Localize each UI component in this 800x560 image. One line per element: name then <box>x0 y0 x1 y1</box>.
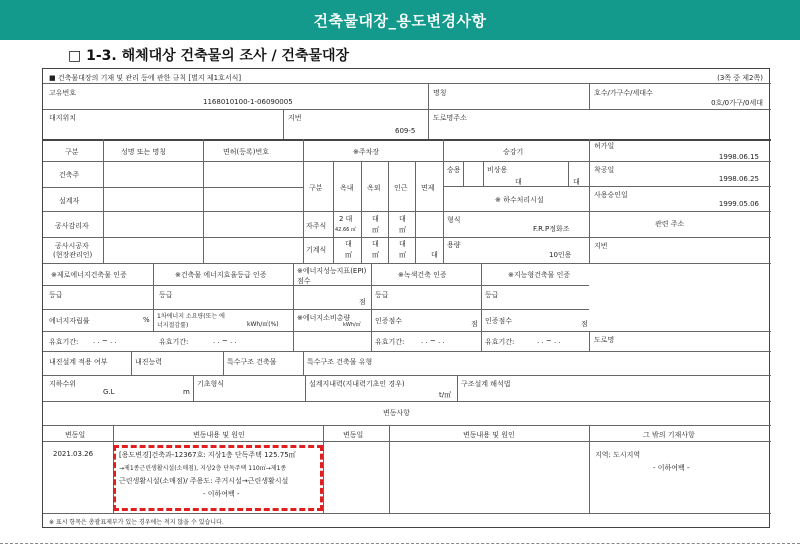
special-type-label: 특수구조 건축물 유형 <box>307 358 373 366</box>
rule <box>43 401 771 402</box>
valid-label: 유효기간: <box>375 338 405 346</box>
rule <box>43 187 303 188</box>
rule <box>333 161 334 263</box>
sewage-label: ※ 하수처리시설 <box>495 196 544 204</box>
meter-label: m <box>183 388 190 396</box>
parking-gubun: 구분 <box>309 184 323 192</box>
page-note: (3쪽 중 제2쪽) <box>717 74 763 82</box>
self-type-label: 자주식 <box>306 222 327 230</box>
type-value: F.R.P정화조 <box>533 225 570 233</box>
rule <box>303 139 304 263</box>
zero-energy-label: ※제로에너지건축물 인증 <box>51 271 127 279</box>
rule <box>305 375 306 401</box>
change-content-header: 변동내용 및 원인 <box>463 431 515 439</box>
jeom-label: 점 <box>359 298 366 306</box>
nearby-label: 인근 <box>394 184 408 192</box>
rule <box>589 425 590 513</box>
rule <box>389 425 390 513</box>
section-title: □ 1-3. 해체대상 건축물의 조사 / 건축물대장 <box>68 48 350 64</box>
unit-sqm: ㎡ <box>345 251 352 259</box>
h-license: 면허(등록)번호 <box>223 148 270 156</box>
rule <box>589 331 590 351</box>
rule <box>443 139 444 263</box>
contractor-note: (현장관리인) <box>53 251 93 259</box>
grade-label: 등급 <box>49 291 63 299</box>
approval-date: 1999.05.06 <box>718 200 759 208</box>
rule <box>415 161 416 263</box>
energy-req-label: 1차에너지 소요량(또는 에너지절감률) <box>157 313 225 329</box>
exempt-label: 면제 <box>421 184 435 192</box>
rule <box>463 161 464 186</box>
grade-label: 등급 <box>159 291 173 299</box>
energy-grade-label: ※건축물 에너지효율등급 인증 <box>175 271 267 279</box>
banner-title: 건축물대장_용도변경사항 <box>313 11 487 30</box>
units-label: 호수/가구수/세대수 <box>594 89 653 97</box>
rule <box>283 109 284 139</box>
h-parking: ※주차장 <box>353 148 380 156</box>
consumption-label: ※에너지소비총량 <box>297 314 351 322</box>
indoor-label: 옥내 <box>340 184 354 192</box>
bearing-label: 설계지내력(지내력기초인 경우) <box>309 380 405 388</box>
unit-dae: 대 <box>399 240 406 248</box>
self-area: 42.66 ㎡ <box>335 227 356 233</box>
rule <box>388 161 389 263</box>
start-date: 1998.06.25 <box>718 175 759 183</box>
change-date-header: 변동일 <box>65 431 86 439</box>
unit-dae: 대 <box>573 178 580 186</box>
rule <box>43 441 771 442</box>
entry-line-1: [용도변경]건축과-12367호: 지상1층 단독주택 125.75㎡ <box>119 451 296 459</box>
unit-dae: 대 <box>515 178 522 186</box>
grade-label: 등급 <box>485 291 499 299</box>
unit-sqm: ㎡ <box>372 251 379 259</box>
bottom-divider <box>0 543 800 544</box>
valid-label: 유효기간: <box>485 338 515 346</box>
passenger-label: 승용 <box>447 166 461 174</box>
type-label: 형식 <box>447 216 461 224</box>
change-date-header: 변동일 <box>343 431 364 439</box>
valid-range: . . ~ . . <box>93 337 117 345</box>
outdoor-label: 옥외 <box>367 184 381 192</box>
rule <box>43 83 771 84</box>
foundation-label: 기초형식 <box>197 380 225 388</box>
special-label: 특수구조 건축물 <box>227 358 277 366</box>
h-permit: 허가일 <box>594 142 615 150</box>
id-value: 1168010100-1-06090005 <box>203 98 293 106</box>
cert-score-label: 인증점수 <box>485 317 513 325</box>
rule <box>483 161 484 186</box>
rule <box>443 211 589 212</box>
unit-dae: 대 <box>372 215 379 223</box>
valid-range: . . ~ . . <box>421 337 445 345</box>
rule <box>43 109 771 110</box>
green-label: ※녹색건축 인증 <box>398 271 447 279</box>
change-content-header: 변동내용 및 원인 <box>193 431 245 439</box>
epi-label: ※에너지성능지표(EPI) 점수 <box>297 267 367 285</box>
rule <box>203 139 204 263</box>
valid-range: . . ~ . . <box>213 337 237 345</box>
cert-score-label: 인증점수 <box>375 317 403 325</box>
rule <box>43 425 771 426</box>
valid-label: 유효기간: <box>159 338 189 346</box>
supervisor-label: 공사감리자 <box>55 222 89 230</box>
entry-line-2: →제1종근린생활시설(소매점), 지상2층 단독주택 110㎡→제1종 <box>119 465 287 472</box>
rule <box>293 263 294 351</box>
emergency-label: 비상용 <box>487 166 508 174</box>
id-label: 고유번호 <box>49 89 77 97</box>
rule <box>43 139 771 141</box>
rule <box>43 309 589 310</box>
rule <box>303 211 443 212</box>
lot-value: 609-5 <box>395 127 416 135</box>
unit-dae: 대 <box>345 240 352 248</box>
unit-sqm: ㎡ <box>399 251 406 259</box>
entry-line-4: - 이하여백 - <box>203 490 240 498</box>
contractor-label: 공사시공자 <box>55 242 89 250</box>
jeom-label: 점 <box>581 320 588 328</box>
rule <box>43 211 303 212</box>
percent-label: % <box>143 316 150 324</box>
groundwater-label: 지하수위 <box>49 380 77 388</box>
rule <box>361 161 362 263</box>
rule <box>481 263 482 351</box>
units-value: 0호/0가구/0세대 <box>711 99 763 107</box>
rule <box>303 351 304 375</box>
owner-label: 건축주 <box>59 171 80 179</box>
approval-label: 사용승인일 <box>594 191 628 199</box>
structural-label: 구조설계 해석법 <box>461 380 511 388</box>
rule <box>43 351 771 352</box>
rule <box>43 237 771 238</box>
seismic-label: 내진설계 적용 여부 <box>49 358 108 366</box>
rule <box>131 351 132 375</box>
lot-label: 지번 <box>288 114 302 122</box>
unit-sqm: ㎡ <box>372 226 379 234</box>
rule <box>103 139 104 263</box>
road-label: 도로명주소 <box>433 114 467 122</box>
unit-dae: 대 <box>431 251 438 259</box>
designer-label: 설계자 <box>59 197 80 205</box>
rule <box>589 211 771 212</box>
rule <box>589 186 771 187</box>
rule <box>371 263 372 351</box>
self-count: 2 대 <box>339 215 353 223</box>
rule <box>589 83 590 109</box>
capacity-value: 10인용 <box>549 251 572 259</box>
rule <box>323 425 324 513</box>
other-line-2: - 이하여백 - <box>653 464 690 472</box>
entry-line-3: 근린생활시설(소매점)/ 주용도: 주거시설→근린생활시설 <box>119 477 289 485</box>
changes-title: 변동사항 <box>383 409 411 417</box>
h-name: 성명 또는 명칭 <box>121 148 167 156</box>
other-line-1: 지역: 도시지역 <box>595 451 641 459</box>
rule <box>193 375 194 401</box>
start-label: 착공일 <box>594 166 615 174</box>
rule <box>43 513 771 514</box>
h-gubun: 구분 <box>65 148 79 156</box>
building-register-form <box>42 68 770 528</box>
related-addr-label: 관련 주소 <box>655 220 685 228</box>
jeom-label: 점 <box>471 320 478 328</box>
rule <box>223 351 224 375</box>
smart-label: ※지능형건축물 인증 <box>508 271 571 279</box>
rule-note: ■ 건축물대장의 기재 및 관리 등에 관한 규칙 [별지 제1호서식] <box>49 74 242 82</box>
footer-note: ※ 표시 항목은 총괄표제부가 있는 경우에는 적지 않을 수 있습니다. <box>49 519 224 526</box>
valid-label: 유효기간: <box>49 338 79 346</box>
rule <box>43 375 771 376</box>
lot2-label: 지번 <box>594 242 608 250</box>
entry-date: 2021.03.26 <box>53 450 94 458</box>
kwh-label: kWh/㎡(%) <box>247 321 279 328</box>
rule <box>589 139 590 263</box>
rule <box>568 161 569 186</box>
change-highlight-box <box>113 445 323 511</box>
tm2-label: t/㎡ <box>439 391 452 399</box>
valid-range: . . ~ . . <box>537 337 561 345</box>
rule <box>589 161 771 162</box>
unit-dae: 대 <box>372 240 379 248</box>
self-rate-label: 에너지자립률 <box>49 317 90 325</box>
kwh2-label: kWh/㎡ <box>343 322 361 328</box>
name-label: 명칭 <box>433 89 447 97</box>
rule <box>428 83 429 139</box>
unit-dae: 대 <box>399 215 406 223</box>
rule <box>43 331 771 332</box>
rule <box>153 263 154 331</box>
road-name-label: 도로명 <box>594 336 615 344</box>
rule <box>457 375 458 401</box>
seismic-cap-label: 내진능력 <box>135 358 163 366</box>
permit-date: 1998.06.15 <box>718 153 759 161</box>
capacity-label: 용량 <box>447 241 461 249</box>
page-banner <box>0 0 800 40</box>
site-label: 대지위치 <box>49 114 77 122</box>
gl-label: G.L <box>103 388 115 396</box>
mech-type-label: 기계식 <box>306 246 327 254</box>
grade-label: 등급 <box>375 291 389 299</box>
unit-sqm: ㎡ <box>399 226 406 234</box>
other-header: 그 밖의 기재사항 <box>643 431 695 439</box>
h-elevator: 승강기 <box>503 148 524 156</box>
